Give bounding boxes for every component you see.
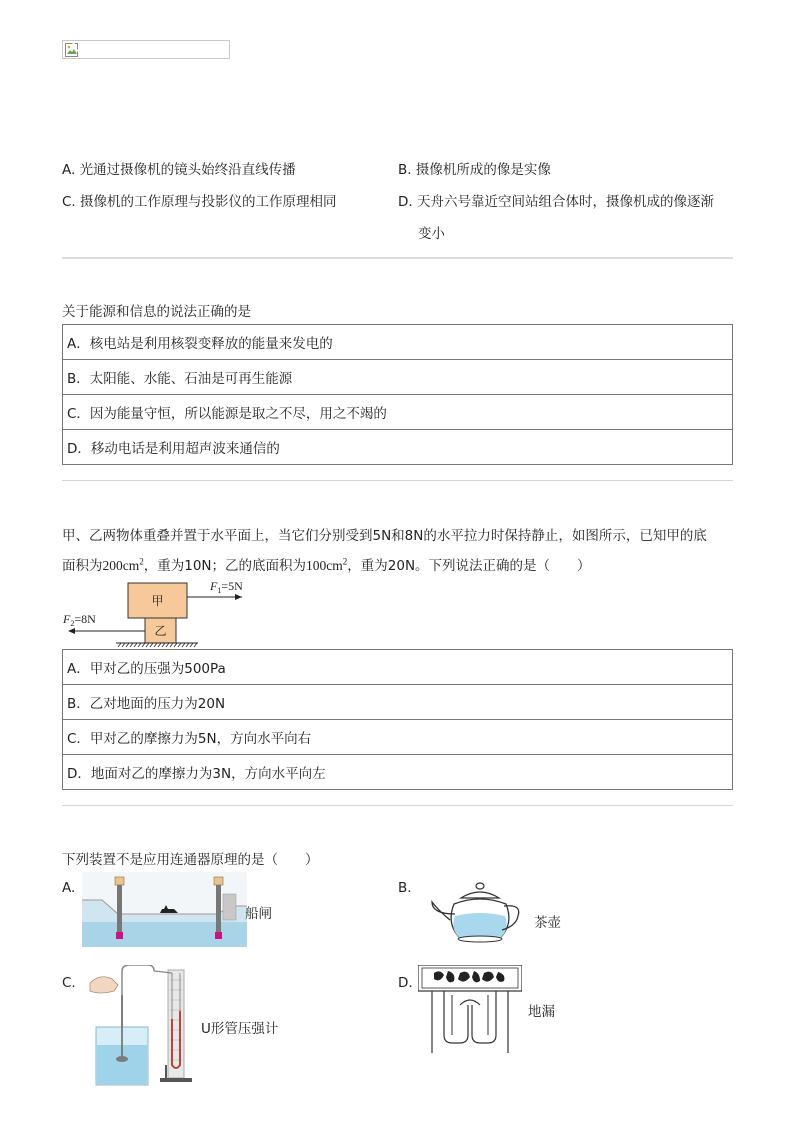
q4-option-a-letter: A. [62,880,76,896]
q2-option-a: A．核电站是利用核裂变释放的能量来发电的 [63,325,733,360]
q3-option-a: A．甲对乙的压强为500Pa [63,650,733,685]
q3-option-b: B．乙对地面的压力为20N [63,685,733,720]
q2-option-c: C．因为能量守恒，所以能源是取之不尽，用之不竭的 [63,395,733,430]
q3-option-c: C．甲对乙的摩擦力为5N，方向水平向右 [63,720,733,755]
q3-area-yi-value: 100cm [306,558,343,573]
q3-option-d: D．地面对乙的摩擦力为3N，方向水平向左 [63,755,733,790]
q1-option-b: B. 摄像机所成的像是实像 [398,162,551,178]
q2-option-b: B．太阳能、水能、石油是可再生能源 [63,360,733,395]
divider [62,257,733,259]
force-subscript: 2 [70,619,75,628]
broken-image-icon [64,42,80,58]
q1-option-d-line1: D. 天舟六号靠近空间站组合体时，摄像机成的像逐渐 [398,194,714,210]
q3-area-yi [306,558,347,573]
ship-lock-image [82,872,247,947]
divider [62,805,733,806]
q1-option-c: C. 摄像机的工作原理与投影仪的工作原理相同 [62,194,337,210]
q3-force-diagram [60,576,280,648]
q3-options-table [62,649,733,790]
force-value: =8N [74,612,96,626]
q3-superscript: 2 [139,556,144,567]
q3-area-jia-value: 200cm [102,558,140,573]
q3-area-jia [103,558,144,573]
force-f1-label [209,579,243,595]
q1-option-a: A. 光通过摄像机的镜头始终沿直线传播 [62,162,296,178]
q2-options-table [62,324,733,465]
q3-stem-line2 [62,554,591,574]
q3-stem-text: ，重为20N。下列说法正确的是（ ） [347,558,591,574]
force-f2-label [62,612,96,628]
q2-option-d: D．移动电话是利用超声波来通信的 [63,430,733,465]
q4-option-a-label: 船闸 [245,906,272,922]
q4-stem: 下列装置不是应用连通器原理的是（ ） [62,852,319,868]
q4-option-d-label: 地漏 [528,1004,555,1020]
force-symbol: F [63,612,71,626]
ground-hatching [118,643,197,647]
q4-option-c-letter: C. [62,975,76,991]
q2-stem: 关于能源和信息的说法正确的是 [62,304,251,320]
force-value: =5N [221,579,243,593]
broken-image-placeholder [62,40,230,59]
q3-stem-line1: 甲、乙两物体重叠并置于水平面上，当它们分别受到5N和8N的水平拉力时保持静止，如图所示，已知甲的底 [62,528,707,544]
arrowhead-left-icon [68,628,75,634]
block-yi-label: 乙 [154,624,167,638]
q4-option-b-letter: B. [398,880,412,896]
force-symbol: F [210,579,218,593]
arrowhead-right-icon [235,594,242,600]
floor-drain-image [418,965,522,1055]
q4-option-c-label: U形管压强计 [201,1021,279,1037]
block-jia-label: 甲 [151,594,164,608]
q3-stem-text: 面积为 [62,558,103,574]
teapot-image [428,880,524,946]
divider [62,480,733,481]
force-subscript: 1 [217,586,222,595]
q1-option-d-line2: 变小 [418,226,445,242]
u-tube-manometer-image [86,965,206,1087]
q4-option-d-letter: D. [398,975,413,991]
q3-superscript: 2 [342,556,348,567]
q4-option-b-label: 茶壶 [534,915,561,931]
q3-stem-text: ，重为10N；乙的底面积为 [143,558,307,574]
